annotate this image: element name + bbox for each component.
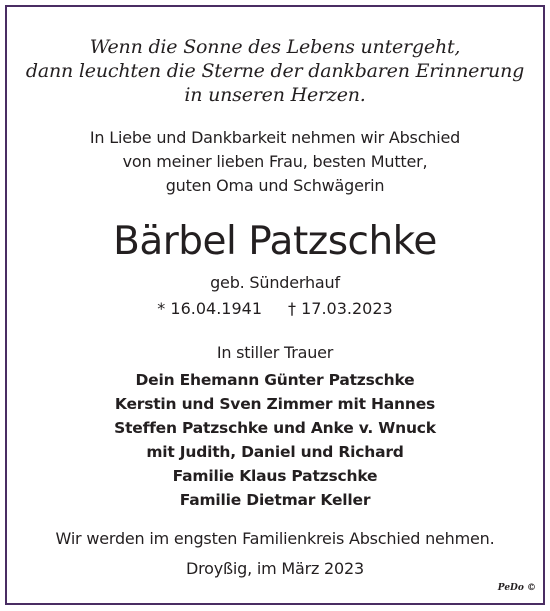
- quote-line-2: dann leuchten die Sterne der dankbaren Erinnerung: [25, 60, 525, 82]
- mourner-line-5: Familie Klaus Patzschke: [172, 467, 378, 485]
- maiden-name: geb. Sünderhauf: [210, 273, 340, 292]
- deceased-name: Bärbel Patzschke: [113, 219, 437, 264]
- birth-date: * 16.04.1941: [157, 299, 262, 318]
- mourner-line-3: Steffen Patzschke und Anke v. Wnuck: [114, 419, 436, 437]
- place-date: Droyßig, im März 2023: [186, 559, 364, 578]
- death-date: † 17.03.2023: [288, 299, 393, 318]
- closing-text: Wir werden im engsten Familienkreis Abschied nehmen.: [55, 529, 495, 548]
- mourner-line-4: mit Judith, Daniel und Richard: [146, 443, 404, 461]
- mourner-line-2: Kerstin und Sven Zimmer mit Hannes: [114, 395, 436, 413]
- life-dates: [0, 299, 550, 318]
- mourner-line-1: Dein Ehemann Günter Patzschke: [135, 371, 415, 389]
- intro-line-2: von meiner lieben Frau, besten Mutter,: [122, 152, 428, 171]
- quote-line-1: Wenn die Sonne des Lebens untergeht,: [89, 36, 461, 58]
- quote-line-3: in unseren Herzen.: [184, 84, 366, 106]
- publisher-logo: PeDo ©: [497, 583, 536, 593]
- mourner-line-6: Familie Dietmar Keller: [179, 491, 371, 509]
- intro-line-1: In Liebe und Dankbarkeit nehmen wir Abschied: [89, 128, 461, 147]
- intro-line-3: guten Oma und Schwägerin: [165, 176, 385, 195]
- mourning-label: In stiller Trauer: [216, 343, 334, 362]
